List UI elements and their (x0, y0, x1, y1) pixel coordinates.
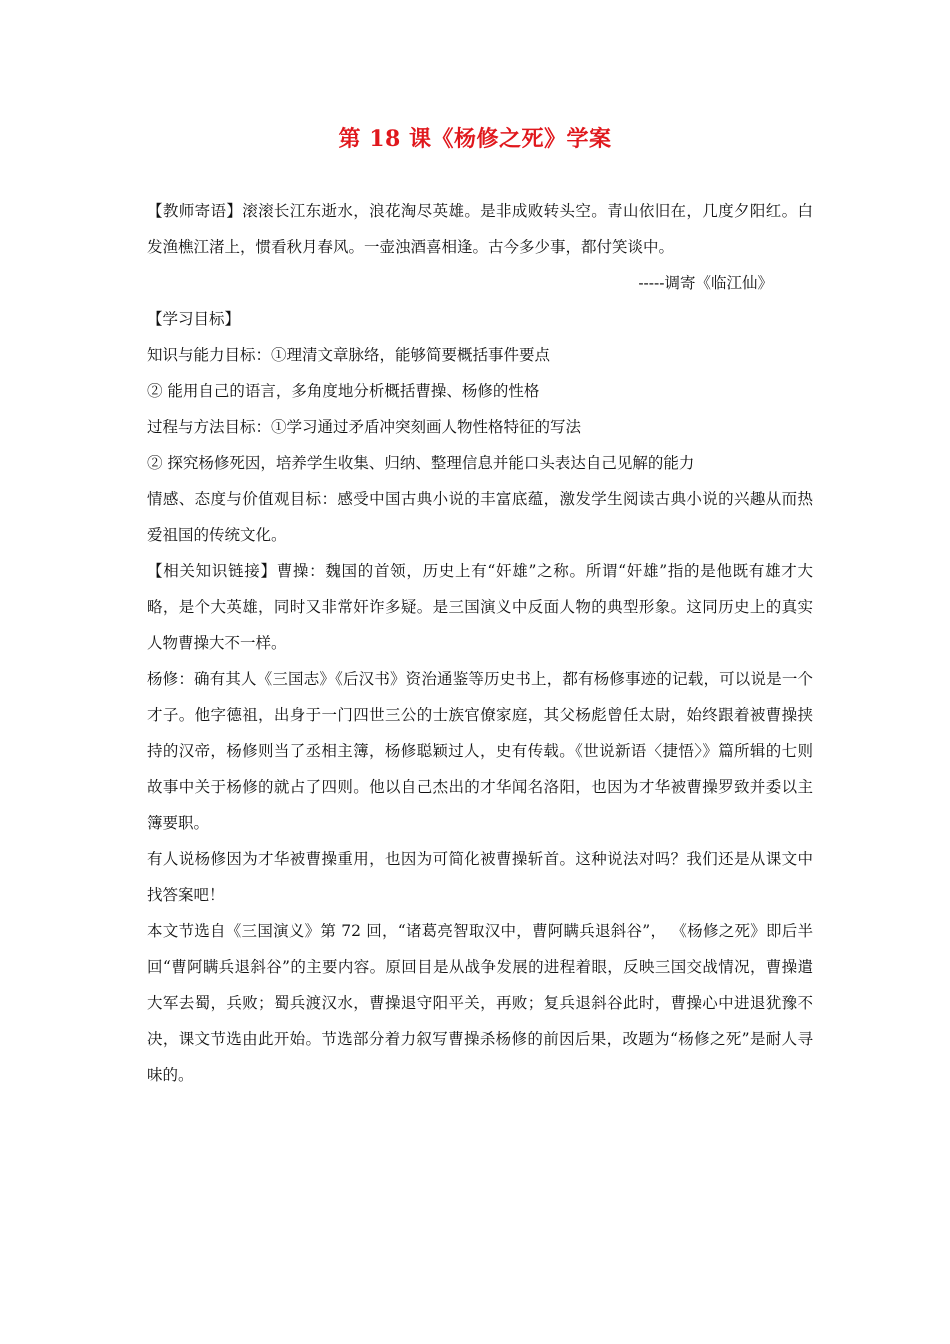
objective-line: ② 能用自己的语言，多角度地分析概括曹操、杨修的性格 (147, 382, 540, 400)
objective-line: 过程与方法目标：①学习通过矛盾冲突刻画人物性格特征的写法 (147, 418, 582, 436)
document-body (147, 193, 813, 1093)
objective-line: 情感、态度与价值观目标：感受中国古典小说的丰富底蕴，激发学生阅读古典小说的兴趣从而热爱祖国的传统文化。 (147, 490, 813, 544)
page-title: 第 18 课《杨修之死》学案 (338, 126, 612, 152)
teacher-message (147, 193, 813, 265)
knowledge-text: 曹操：魏国的首领，历史上有“奸雄”之称。所谓“奸雄”指的是他既有雄才大略，是个大英雄，同时又非常奸诈多疑。是三国演义中反面人物的典型形象。这同历史上的真实人物曹操大不一样。 (147, 562, 813, 652)
teacher-message-label: 【教师寄语】 (147, 202, 243, 220)
objectives-heading: 【学习目标】 (147, 310, 241, 328)
knowledge-label: 【相关知识链接】 (147, 562, 277, 580)
knowledge-paragraph-question: 有人说杨修因为才华被曹操重用，也因为可简化被曹操斩首。这种说法对吗？我们还是从课文中找答案吧！ (147, 850, 813, 904)
knowledge-paragraph-source: 本文节选自《三国演义》第 72 回，“诸葛亮智取汉中，曹阿瞒兵退斜谷”， 《杨修之死》即后半回“曹阿瞒兵退斜谷”的主要内容。原回目是从战争发展的进程着眼，反映三国交战情况，曹操遣大军去蜀，兵败；蜀兵渡汉水，曹操退守阳平关，再败；复兵退斜谷此时，曹操心中进退犹豫不决，课文节选由此开始。节选部分着力叙写曹操杀杨修的前因后果，改题为“杨修之死”是耐人寻味的。 (147, 922, 813, 1084)
objective-line: ② 探究杨修死因，培养学生收集、归纳、整理信息并能口头表达自己见解的能力 (147, 454, 695, 472)
knowledge-paragraph-caocao (147, 553, 813, 661)
objective-line: 知识与能力目标：①理清文章脉络，能够简要概括事件要点 (147, 346, 551, 364)
poem-attribution: -----调寄《临江仙》 (638, 274, 773, 292)
teacher-message-text: 滚滚长江东逝水，浪花淘尽英雄。是非成败转头空。青山依旧在，几度夕阳红。白发渔樵江渚上，惯看秋月春风。一壶浊酒喜相逢。古今多少事，都付笑谈中。 (147, 202, 813, 256)
knowledge-paragraph-yangxiu: 杨修：确有其人《三国志》《后汉书》资治通鉴等历史书上，都有杨修事迹的记载，可以说是一个才子。他字德祖，出身于一门四世三公的士族官僚家庭，其父杨彪曾任太尉，始终跟着被曹操挟持的汉帝，杨修则当了丞相主簿，杨修聪颖过人，史有传载。《世说新语〈捷悟〉》篇所辑的七则故事中关于杨修的就占了四则。他以自己杰出的才华闻名洛阳，也因为才华被曹操罗致并委以主簿要职。 (147, 670, 813, 832)
